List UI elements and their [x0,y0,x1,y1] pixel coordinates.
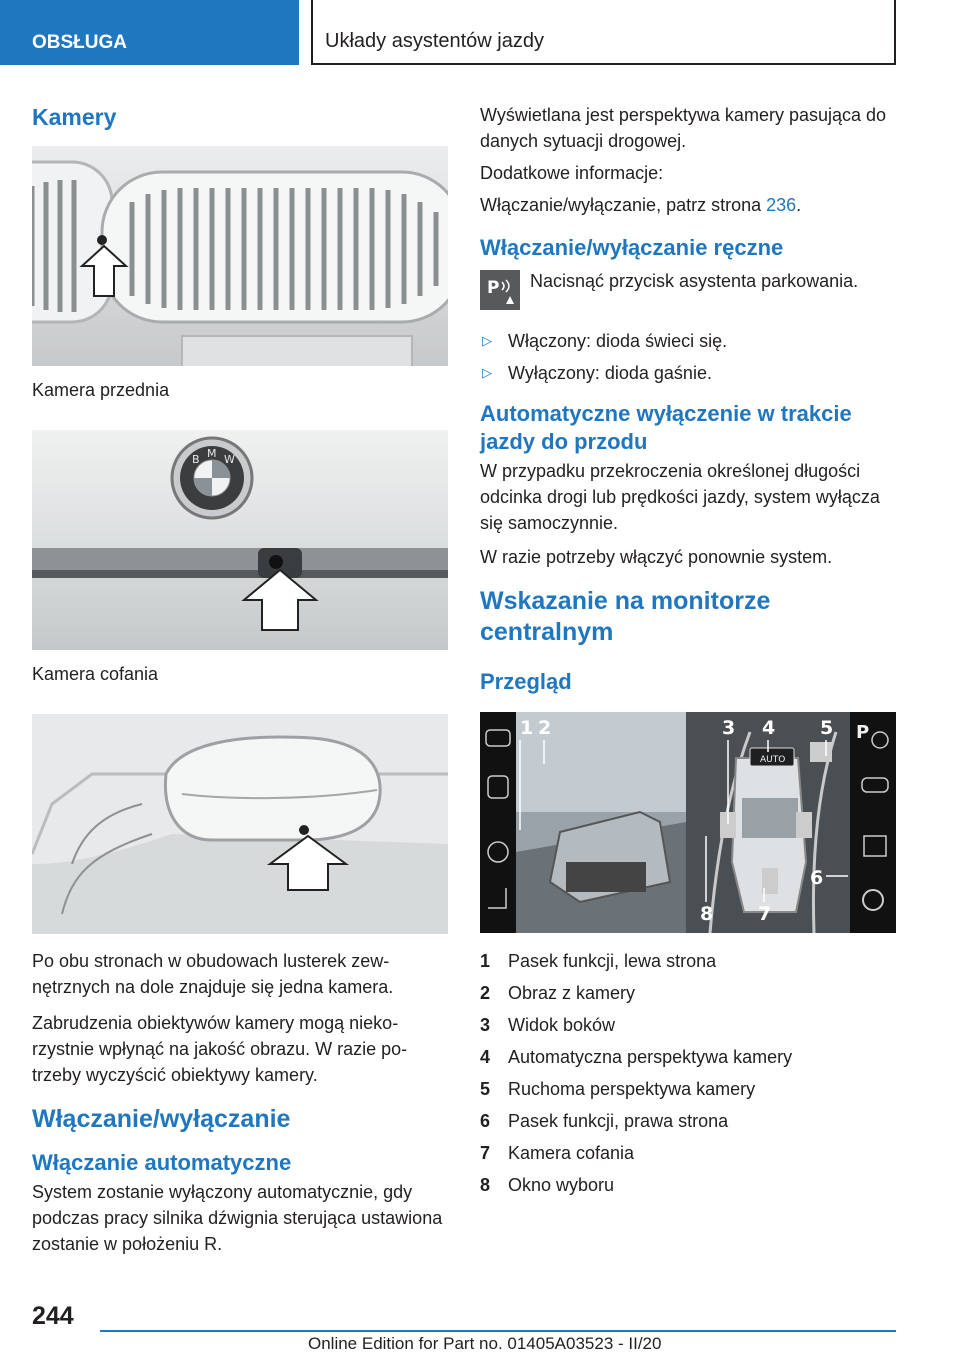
side-camera-image [32,714,448,934]
heading-onoff: Włączanie/wyłączanie [32,1105,291,1133]
page-link[interactable]: 236 [766,195,797,215]
legend-text: Ruchoma perspektywa kamery [508,1079,756,1099]
legend-number: 1 [480,951,491,971]
monitor-screen-image [480,712,896,933]
callout-1: 1 [520,717,534,739]
dirt-warning-text: Zabrudzenia obiektywów kamery mogą niekorzystnie wpłynąć na jakość obrazu. W razie potrzeby wyczyścić obiektywy kamery. [32,1013,408,1085]
heading-monitor: Wskazanie na monitorze centralnym [480,587,771,646]
heading-auto: Włączanie automatyczne [32,1150,292,1175]
heading-auto-off: Automatyczne wyłączenie w trakcie jazdy do przodu [480,401,852,454]
legend-number: 7 [480,1143,491,1163]
footer-divider [100,1330,896,1332]
callout-6: 6 [810,867,824,889]
auto-off-text: W przypadku przekroczenia określonej długości odcinka drogi lub prędkości jazdy, system wyłącza się samoczynnie. [480,461,880,533]
heading-kamery: Kamery [32,104,117,130]
legend-item [480,1073,896,1105]
screen-p-label: P [856,722,870,743]
page-number: 244 [32,1302,74,1330]
legend-item [480,1105,896,1137]
callout-8: 8 [700,903,714,925]
callout-legend [480,945,896,1201]
reference-label: Włączanie/wyłączanie, patrz strona [480,195,767,215]
logo-letter-w: W [224,453,235,466]
legend-item [480,1169,896,1201]
legend-number: 3 [480,1015,491,1035]
legend-item [480,977,896,1009]
callout-4: 4 [762,717,776,739]
callout-5: 5 [820,717,834,739]
legend-item [480,1041,896,1073]
bullet-on [480,328,896,354]
bullet-triangle-icon: ▷ [482,333,492,348]
legend-number: 6 [480,1111,491,1131]
front-camera-image [32,146,448,366]
left-column [32,100,448,1257]
footer-edition: Online Edition for Part no. 01405A03523 - II/20 [308,1334,662,1353]
legend-text: Pasek funkcji, lewa strona [508,951,717,971]
legend-item [480,1137,896,1169]
parking-button-icon [480,270,520,310]
caption-front: Kamera przednia [32,380,170,400]
heading-overview: Przegląd [480,669,572,694]
legend-item [480,945,896,977]
reference-end: . [796,195,802,215]
legend-text: Pasek funkcji, prawa strona [508,1111,729,1131]
right-column [480,100,896,1201]
perspective-text: Wyświetlana jest perspektywa kamery pasująca do danych sytuacji drogowej. [480,105,887,151]
legend-text: Automatyczna perspektywa kamery [508,1047,793,1067]
callout-2: 2 [538,717,552,739]
legend-number: 4 [480,1047,491,1067]
legend-text: Okno wyboru [508,1175,615,1195]
legend-text: Obraz z kamery [508,983,636,1003]
bullet-off-text: Wyłączony: dioda gaśnie. [508,363,712,383]
bullet-on-text: Włączony: dioda świeci się. [508,331,728,351]
legend-number: 5 [480,1079,491,1099]
rear-camera-image [32,430,448,650]
bullet-off [480,360,896,386]
callout-3: 3 [722,717,736,739]
chapter-title: Układy asystentów jazdy [311,0,896,65]
press-text: Nacisnąć przycisk asystenta parkowania. [530,271,859,291]
press-row [480,270,896,310]
legend-number: 8 [480,1175,491,1195]
reference-text [480,192,896,218]
auto-text: System zostanie wyłączony automatycznie, gdy podczas pracy silnika dźwignia sterująca ustawiona zostanie w położeniu R. [32,1182,443,1254]
callout-7: 7 [758,903,772,925]
logo-letter-b: B [192,453,200,466]
side-camera-text: Po obu stronach w obudowach lusterek zewnętrznych na dole znajduje się jedna kamera. [32,951,394,997]
caption-rear: Kamera cofania [32,664,159,684]
section-tab: OBSŁUGA [0,0,299,65]
legend-text: Widok boków [508,1015,616,1035]
again-text: W razie potrzeby włączyć ponownie system. [480,547,833,567]
screen-auto-label: AUTO [760,755,786,765]
heading-manual: Włączanie/wyłączanie ręczne [480,235,784,260]
legend-number: 2 [480,983,491,1003]
bullet-triangle-icon: ▷ [482,365,492,380]
svg-text:P: P [487,278,500,298]
more-info-label: Dodatkowe informacje: [480,163,664,183]
logo-letter-m: M [207,447,217,460]
legend-item [480,1009,896,1041]
legend-text: Kamera cofania [508,1143,635,1163]
